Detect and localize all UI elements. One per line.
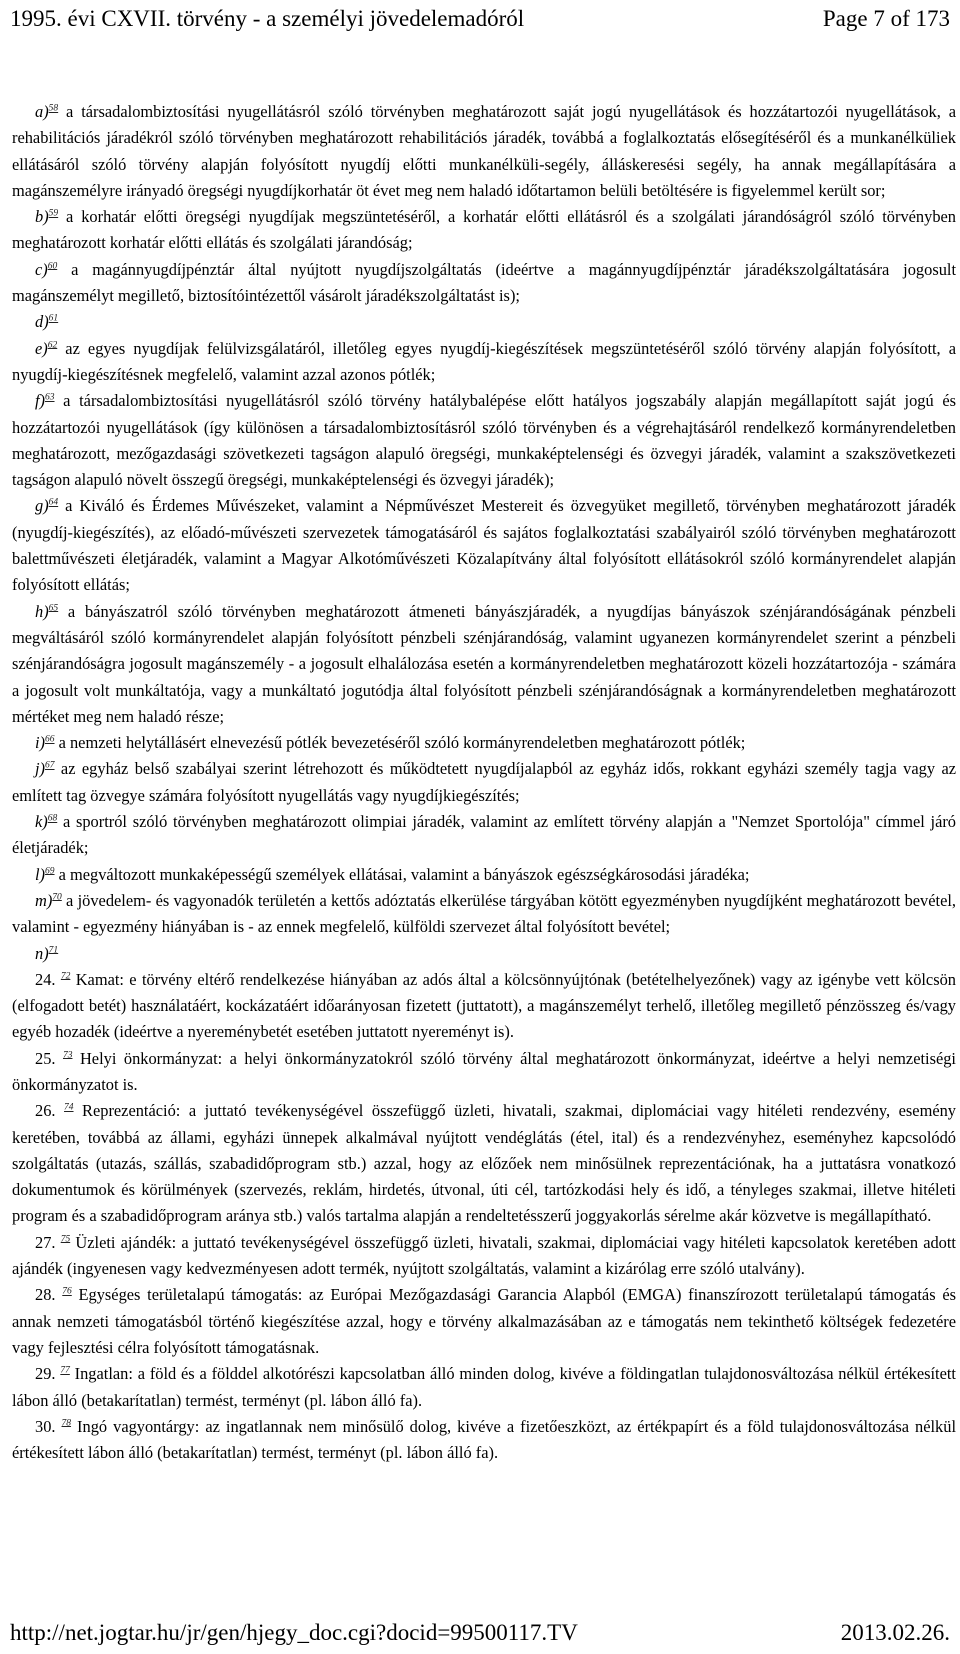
- list-item: [12, 941, 956, 967]
- list-item: [12, 493, 956, 598]
- item-label: h): [35, 601, 49, 621]
- document-title: 1995. évi CXVII. törvény - a személyi jövedelemadóról: [10, 6, 525, 31]
- footnote-link[interactable]: 64: [48, 497, 59, 508]
- item-label: 24.: [35, 969, 56, 989]
- item-text: a magánnyugdíjpénztár által nyújtott nyugdíjszolgáltatás (ideértve a magánnyugdíjpénztár járadékszolgáltatására jogosult magánszemélyt megillető, biztosítóintézettől vásárolt járadékszolgáltatást is);: [12, 259, 956, 306]
- list-item: [12, 599, 956, 730]
- list-item: [12, 756, 956, 809]
- item-label: e): [35, 338, 48, 358]
- item-label: b): [35, 207, 49, 227]
- item-text: a nemzeti helytállásért elnevezésű pótlék bevezetéséről szóló kormányrendeletben meghatározott pótlék;: [54, 733, 746, 753]
- footnote-link[interactable]: 58: [48, 103, 59, 114]
- item-text: Üzleti ajándék: a juttató tevékenységével összefüggő üzleti, hivatali, szakmai, diplomáciai vagy hitéleti kapcsolatok keretében adott ajándék (ingyenesen vagy kedvezményesen adott termék, nyújtott szolgáltatás, valamint a kizárólag erre szóló utalvány).: [12, 1232, 956, 1279]
- source-url[interactable]: http://net.jogtar.hu/jr/gen/hjegy_doc.cgi?docid=99500117.TV: [10, 1620, 578, 1645]
- print-date: 2013.02.26.: [840, 1620, 950, 1645]
- footnote-link[interactable]: 73: [62, 1050, 73, 1061]
- item-text: a jövedelem- és vagyonadók területén a kettős adóztatás elkerülése tárgyában kötött egyezményben nyugdíjként meghatározott bevétel, valamint - egyezmény hiányában is - az ennek megfelelő, külföldi szervezet által folyósított bevétel;: [12, 890, 956, 937]
- list-item: [12, 257, 956, 310]
- item-label: m): [35, 890, 53, 910]
- footnote-link[interactable]: 76: [62, 1286, 72, 1297]
- item-label: i): [35, 733, 46, 753]
- list-item: [12, 388, 956, 493]
- item-label: c): [35, 259, 48, 279]
- item-text: Ingó vagyontárgy: az ingatlannak nem minősülő dolog, kivéve a fizetőeszközt, az értékpapírt és a föld tulajdonosváltozása nélkül értékesített lábon álló (betakarítatlan) termést, terményt (pl. lábon álló fa).: [12, 1416, 956, 1463]
- item-text: Helyi önkormányzat: a helyi önkormányzatokról szóló törvény által meghatározott önkormányzat, ideértve a helyi nemzetiségi önkormányzatot is.: [12, 1048, 956, 1094]
- item-label: j): [35, 759, 46, 779]
- item-text: a megváltozott munkaképességű személyek ellátásai, valamint a bányászok egészségkárosodási járadéka;: [54, 864, 750, 884]
- definition-paragraph: [12, 1098, 956, 1229]
- footnote-link[interactable]: 74: [64, 1102, 74, 1113]
- item-label: 25.: [35, 1048, 56, 1068]
- list-item: [12, 730, 956, 756]
- item-text: a bányászatról szóló törvényben meghatározott átmeneti bányászjáradék, a nyugdíjas bányászok szénjárandóságának pénzbeli megváltásáról szóló kormányrendelet alapján folyósított pénzbeli szénjárandóság, valamint ugyanezen kormányrendelet szerint a pénzbeli szénjárandóságra jogosult magánszemély - a jogosult elhalálozása esetén a kormányrendeletben meghatározott közeli hozzátartozója - számára a jogosult volt munkáltatója, vagy a munkáltató jogutódja által folyósított pénzbeli szénjárandóságnak a kormányrendeletben meghatározott mértéket meg nem haladó része;: [12, 601, 956, 726]
- item-text: Kamat: e törvény eltérő rendelkezése hiányában az adós által a kölcsönnyújtónak (betételhelyezőnek) vagy az igénybe vett kölcsön (elfogadott betét) használatáért, kockázatáért időarányosan fizetett (juttatott), a magánszemélyt terhelő, illetőleg megillető pénzösszeg és/vagy egyéb hozadék (ideértve a nyereménybetét esetében juttatott nyereményt is).: [12, 969, 956, 1042]
- item-label: l): [35, 864, 46, 884]
- footnote-link[interactable]: 62: [47, 340, 58, 351]
- item-text: Egységes területalapú támogatás: az Európai Mezőgazdasági Garancia Alapból (EMGA) finanszírozott területalapú támogatás és annak nemzeti támogatásból történő kiegészítése azzal, hogy e törvény alkalmazásában az e támogatás nem tekinthető költségek fedezetére vagy fejlesztési célra folyósított támogatásnak.: [12, 1285, 956, 1357]
- list-item: [12, 204, 956, 257]
- item-text: a Kiváló és Érdemes Művészeket, valamint a Népművészet Mestereit és özvegyüket megillető, törvényben meghatározott járadék (nyugdíj-kiegészítés), az előadó-művészeti szervezetek támogatásáról és sajátos foglalkoztatási szabályairól szóló törvényben meghatározott balettművészeti életjáradék, valamint a Magyar Alkotóművészeti Közalapítvány által folyósított ellátásokról szóló kormányrendelet alapján folyósított ellátás;: [12, 496, 956, 595]
- footnote-link[interactable]: 66: [45, 734, 55, 745]
- item-label: 27.: [35, 1232, 56, 1252]
- item-label: 29.: [35, 1364, 56, 1384]
- footnote-link[interactable]: 75: [60, 1234, 71, 1245]
- item-text: a társadalombiztosítási nyugellátásról szóló törvény hatálybalépése előtt hatályos jogszabály alapján megállapított saját jogú és hozzátartozói nyugellátások (így különösen a társadalombiztosításról szóló törvényben és a végrehajtásáról rendelkező kormányrendeletben meghatározott, mezőgazdasági szövetkezeti tagságon alapuló öregségi, munkaképtelenségi és özvegyi járadék, valamint a szakszövetkezeti tagságon alapuló növelt összegű öregségi, munkaképtelenségi és özvegyi járadék);: [12, 391, 956, 490]
- definition-paragraph: [12, 967, 956, 1046]
- definition-paragraph: [12, 1282, 956, 1361]
- item-label: 28.: [35, 1285, 56, 1305]
- item-label: k): [35, 812, 48, 832]
- document-body: [12, 99, 956, 1466]
- footnote-link[interactable]: 61: [48, 313, 59, 324]
- definition-paragraph: [12, 1361, 956, 1414]
- item-text: a korhatár előtti öregségi nyugdíjak megszüntetéséről, a korhatár előtti ellátásról és a szolgálati járandóságról szóló törvényben meghatározott korhatár előtti ellátás és szolgálati járandóság;: [12, 207, 956, 253]
- item-label: n): [35, 943, 49, 963]
- definition-paragraph: [12, 1046, 956, 1099]
- footnote-link[interactable]: 59: [48, 208, 59, 219]
- item-label: d): [35, 312, 49, 332]
- list-item: [12, 309, 956, 335]
- list-item: [12, 99, 956, 204]
- footnote-link[interactable]: 70: [52, 892, 62, 903]
- list-item: [12, 862, 956, 888]
- footnote-link[interactable]: 67: [45, 760, 55, 771]
- item-text: a sportról szóló törvényben meghatározott olimpiai járadék, valamint az említett törvény alapján a "Nemzet Sportolója" címmel járó életjáradék;: [12, 812, 956, 858]
- item-label: a): [35, 102, 49, 121]
- footnote-link[interactable]: 68: [47, 813, 58, 824]
- item-label: f): [35, 391, 46, 411]
- list-item: [12, 888, 956, 941]
- list-item: [12, 336, 956, 389]
- footnote-link[interactable]: 72: [60, 971, 71, 982]
- footnote-link[interactable]: 69: [45, 866, 55, 877]
- item-text: az egyház belső szabályai szerint létrehozott és működtetett nyugdíjalapból az egyház idős, rokkant egyházi személy tagja vagy az említett tag özvegye számára folyósított nyugellátás vagy nyugdíjkiegészítés;: [12, 759, 956, 805]
- footnote-link[interactable]: 71: [48, 945, 59, 956]
- item-text: az egyes nyugdíjak felülvizsgálatáról, illetőleg egyes nyugdíj-kiegészítések megszüntetéséről szóló törvény alapján folyósított, a nyugdíj-kiegészítésnek megfelelő, valamint azzal azonos pótlék;: [12, 338, 956, 384]
- item-label: 30.: [35, 1416, 56, 1436]
- page-header: [10, 4, 950, 40]
- footnote-link[interactable]: 65: [48, 603, 59, 614]
- footnote-link[interactable]: 60: [47, 261, 58, 272]
- definition-paragraph: [12, 1230, 956, 1283]
- list-item: [12, 809, 956, 862]
- item-text: Reprezentáció: a juttató tevékenységével összefüggő üzleti, hivatali, szakmai, diplomáciai vagy hitéleti rendezvény, esemény keretében, továbbá az állami, egyházi ünnepek alkalmával nyújtott vendéglátás (étel, ital) és a rendezvényhez, eseményhez kapcsolódó szolgáltatás (utazás, szállás, szabadidőprogram stb.) azzal, hogy az előzőek nem minősülnek reprezentációnak, ha a juttatásra vonatkozó dokumentumok és körülmények (szervezés, reklám, hirdetés, útvonal, úti cél, tartózkodási hely és idő, a tényleges szakmai, illetve hitéleti program és a szabadidőprogram aránya stb.) valós tartalma alapján a rendeltetésszerű joggyakorlás sérelme akár közvetve is megállapítható.: [12, 1101, 956, 1226]
- footnote-link[interactable]: 77: [60, 1365, 70, 1376]
- item-label: g): [35, 496, 49, 516]
- footnote-link[interactable]: 78: [61, 1418, 72, 1429]
- page-footer: [10, 1618, 950, 1652]
- item-text: a társadalombiztosítási nyugellátásról szóló törvényben meghatározott saját jogú nyugellátások és hozzátartozói nyugellátások, a rehabilitációs járadékról szóló törvényben meghatározott rehabilitációs járadék, továbbá a foglalkoztatás elősegítéséről és a munkanélküliek ellátásáról szóló törvény alapján folyósított nyugdíj előtti munkanélküli-segély, álláskeresési segély, ha annak megállapítására a magánszemélyre irányadó öregségi nyugdíjkorhatár öt évet meg nem haladó időtartamon belüli betöltésére is figyelemmel került sor;: [12, 102, 956, 200]
- definition-paragraph: [12, 1414, 956, 1467]
- page-number: Page 7 of 173: [822, 6, 950, 31]
- footnote-link[interactable]: 63: [45, 392, 55, 403]
- item-text: Ingatlan: a föld és a földdel alkotórészi kapcsolatban álló minden dolog, kivéve a földingatlan tulajdonosváltozása nélkül értékesített lábon álló (betakarítatlan) termést, terményt (pl. lábon álló fa).: [12, 1364, 956, 1410]
- item-label: 26.: [35, 1101, 56, 1121]
